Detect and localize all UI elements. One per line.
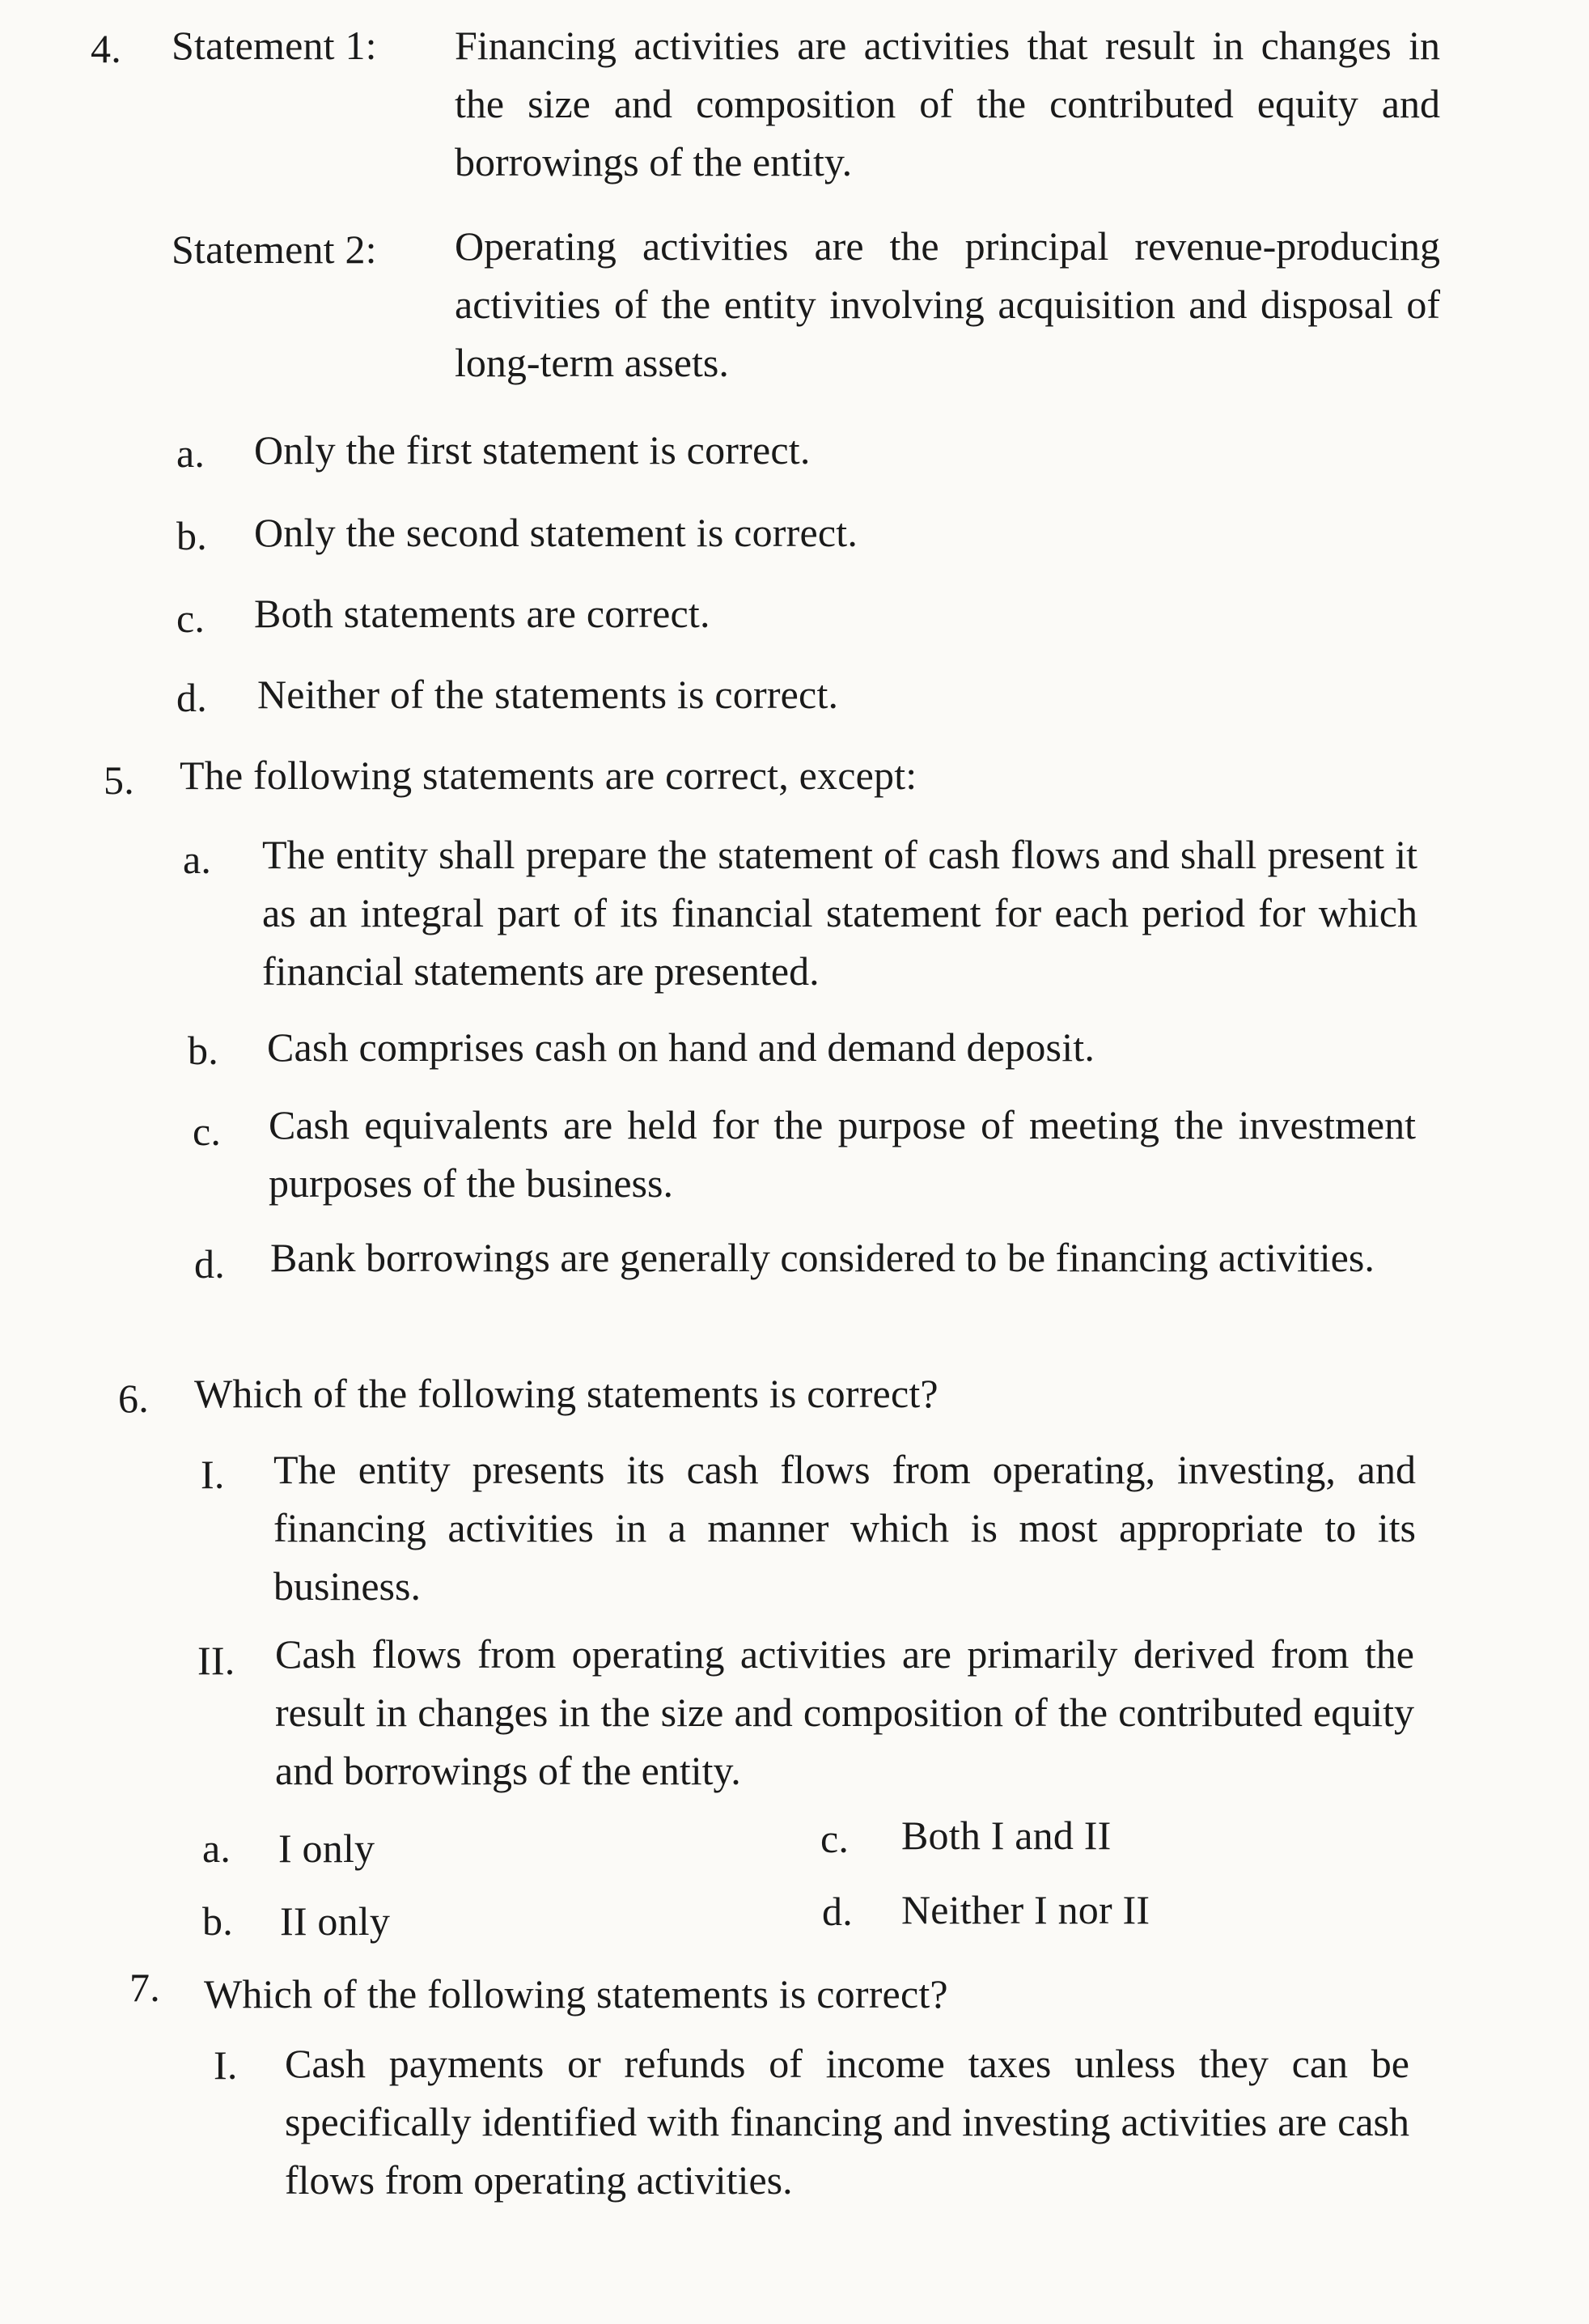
option-text: Bank borrowings are generally considered to be financing activities. (270, 1235, 1375, 1280)
statement-2-text: Operating activities are the principal revenue-producing activities of the entity involving acquisition and disposal of long-term assets. (455, 223, 1440, 385)
option-letter: b. (202, 1898, 233, 1944)
option-letter: b. (188, 1028, 218, 1073)
statement-1-label: Statement 1: (172, 23, 377, 68)
question-stem: Which of the following statements is correct? (194, 1371, 939, 1416)
option-text: II only (280, 1898, 391, 1944)
item-roman: I. (214, 2042, 238, 2088)
option-text: Neither I nor II (901, 1887, 1150, 1932)
option-text: The entity shall prepare the statement of cash flows and shall present it as an integral part of its financial statement for each period for which financial statements are presented. (262, 832, 1417, 994)
option-letter: d. (176, 675, 207, 720)
option-letter: d. (822, 1889, 853, 1934)
option-text: I only (278, 1826, 375, 1871)
option-text: Cash equivalents are held for the purpose of meeting the investment purposes of the business. (269, 1102, 1416, 1206)
question-number: 6. (118, 1376, 149, 1421)
option-text: Neither of the statements is correct. (257, 672, 839, 717)
statement-2-label: Statement 2: (172, 227, 377, 272)
item-roman: II. (197, 1638, 235, 1683)
statement-1-text: Financing activities are activities that result in changes in the size and composition of the contributed equity and borrowings of the entity. (455, 23, 1440, 184)
option-text: Only the first statement is correct. (254, 427, 811, 473)
option-text: Only the second statement is correct. (254, 510, 858, 555)
item-roman: I. (201, 1452, 225, 1497)
item-text: The entity presents its cash flows from operating, investing, and financing activities in a manner which is most appropriate to its business. (273, 1447, 1416, 1609)
option-text: Both I and II (901, 1813, 1112, 1858)
question-number: 4. (91, 26, 121, 71)
option-letter: c. (176, 596, 206, 641)
option-text: Both statements are correct. (254, 591, 710, 636)
question-number: 7. (129, 1965, 160, 2010)
option-letter: c. (820, 1816, 850, 1861)
question-number: 5. (104, 757, 134, 803)
question-stem: Which of the following statements is correct? (204, 1971, 948, 2017)
option-letter: a. (176, 430, 206, 476)
option-letter: d. (194, 1241, 225, 1287)
item-text: Cash flows from operating activities are primarily derived from the result in changes in the size and composition of the contributed equity and borrowings of the entity. (275, 1631, 1414, 1793)
option-letter: a. (183, 837, 212, 882)
question-stem: The following statements are correct, except: (180, 753, 917, 798)
option-text: Cash comprises cash on hand and demand deposit. (267, 1024, 1095, 1070)
option-letter: b. (176, 513, 207, 558)
option-letter: a. (202, 1826, 231, 1871)
item-text: Cash payments or refunds of income taxes unless they can be specifically identified with financing and investing activities are cash flows from operating activities. (285, 2041, 1409, 2203)
option-letter: c. (193, 1109, 222, 1154)
